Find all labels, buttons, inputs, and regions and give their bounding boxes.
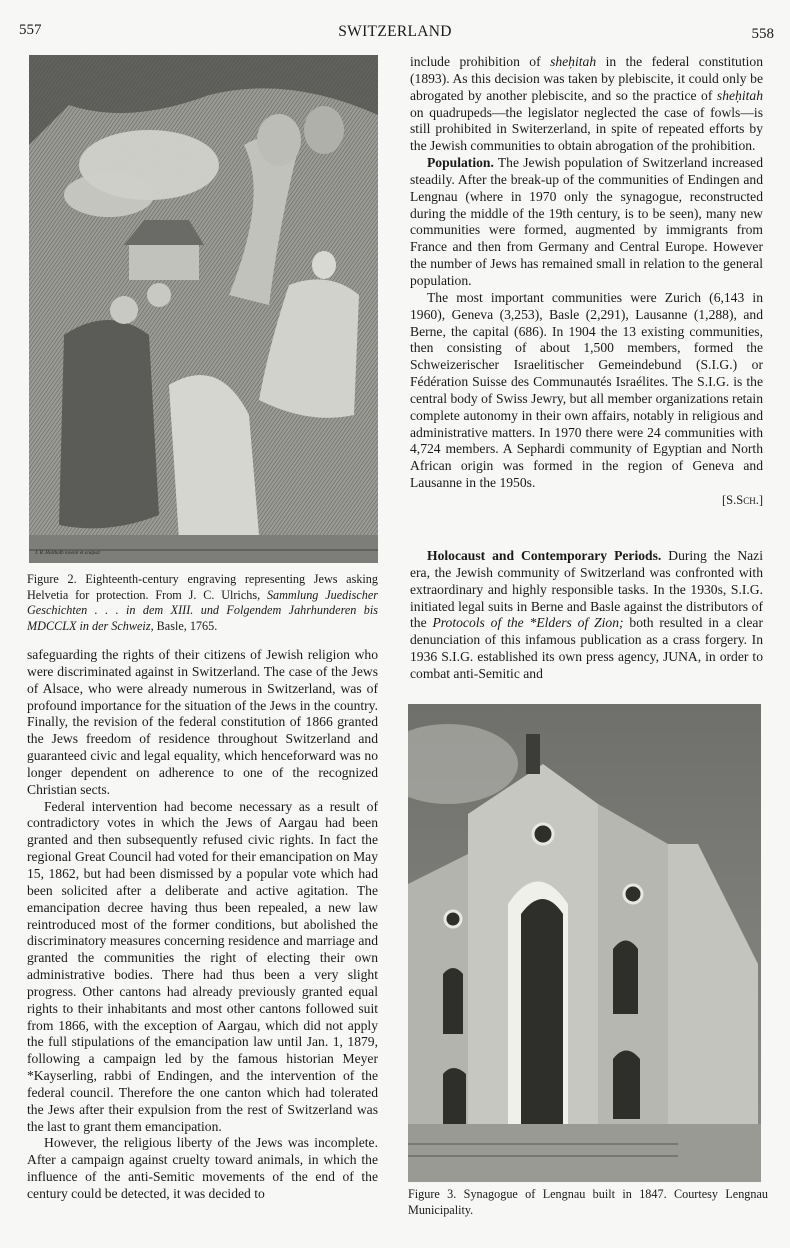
text-run: both resulted in a clear denunciation of this infamous publication as a crass forgery. In 1936 S.I.G. established its own press agency, JUNA, in order to combat anti-Semitic and [410,615,763,681]
paragraph [410,54,763,155]
synagogue-illustration [408,704,761,1182]
paragraph: The most important communities were Zurich (6,143 in 1960), Geneva (3,253), Basle (2,291), Lausanne (1,288), and Berne, the capital (686). In 1904 the 13 existing communities, then consisting of about 1,500 members, formed the Schweizerischer Israelitischer Gemeindebund (S.I.G.) or Fédération Suisse des Communautés Israélites. The S.I.G. is the central body of Swiss Jewry, but all member organizations retain complete autonomy in their own affairs, notably in religious and administrative matters. In 1970 there were 24 communities with 4,724 members. A Sephardi community of Egyptian and North African origin was formed in the region of Geneva and Lausanne in the 1950s. [410,289,763,491]
figure-3-synagogue-photo [408,704,761,1182]
sig-part: .] [755,492,763,507]
engraving-illustration [29,55,378,563]
text-run: During the Nazi era, the Jewish community of Switzerland was confronted with extraordinary and highly responsible tasks. In the 1930s, S.I.G. initiated legal suits in Berne and Basle against the distributors of the [410,548,763,631]
section-heading-holocaust: Holocaust and Contemporary Periods. [427,548,662,563]
figure-2-engraving [29,55,378,563]
figure-2-caption [27,572,378,634]
right-column-text [410,54,763,509]
paragraph [410,548,763,683]
text-run: include prohibition of [410,54,551,69]
paragraph: Federal intervention had become necessary as a result of contradictory votes in which the Jews of Aargau had been granted and then subsequently refused civic rights. In fact the regional Great Council had voted for their emancipation on May 15, 1862, but had been dismissed by a popular vote which had been solicited after a deliberate and active agitation. The emancipation decree having thus been repealed, a new law reintroduced most of the former conditions, but abolished the discriminatory measures concerning residence and marriage and granted the communities the right of electing their own administrative bodies. There had thus been a very slight progress. Other cantons had already previously granted equal rights to their inhabitants and most other cantons followed suit from 1866, with the exception of Aargau, which did not apply the full stipulations of the emancipation law until Jan. 1, 1879, following a campaign led by the famous historian Meyer *Kayserling, rabbi of Endingen, and the intervention of the federal council. Therefore the one canton which had tolerated the Jews after their expulsion from the rest of Switzerland was the last to grant them emancipation. [27,798,378,1134]
caption-text: Figure 2. Eighteenth-century engraving representing Jews asking Helvetia for protection. From J. C. Ulrichs, [27,572,378,602]
page-number-right: 558 [751,26,774,42]
paragraph: safeguarding the rights of their citizens of Jewish religion who were discriminated against in Switzerland. The case of the Jews of Alsace, who were already numerous in Switzerland, was of profound importance for the situation of the Jews in the country. Finally, the revision of the federal constitution of 1866 granted the Jews freedom of residence throughout Switzerland and guaranteed civic and legal equality, which henceforward was no longer dependent on adherence to one of the recognized Christian sects. [27,647,378,797]
caption-text-end: , Basle, 1765. [150,618,218,633]
hebrew-term: sheḥitah [716,87,763,103]
caption-book-title: Sammlung Juedischer Geschichten . . . in dem XIII. und Folgendem Jahrhunderen bis MDCCLX in der Schweiz [27,587,378,633]
cross-reference: Protocols of the *Elders of Zion; [432,615,624,631]
text-run: in the federal constitution (1893). As this decision was taken by plebiscite, it could only be abrogated by another plebiscite, and so the practice of [410,54,763,103]
running-title: SWITZERLAND [338,23,452,40]
figure-3-caption: Figure 3. Synagogue of Lengnau built in 1847. Courtesy Lengnau Municipality. [408,1187,768,1217]
page-number-left: 557 [19,22,42,38]
section-heading-population: Population. [427,155,494,171]
text-run: The Jewish population of Switzerland increased steadily. After the break-up of the communities of Endingen and Lengnau (where in 1970 only the synagogue, reconstructed during the middle of the 19th century, is to be seen), many new communities were formed, augmented by immigrants from France and then from Germany and Central Europe. However the number of Jews has remained small in relation to the general population. [410,155,763,288]
sig-part: [S.S [721,492,744,507]
left-column-text [27,647,378,1203]
right-column-holocaust-section [410,548,763,683]
text-run: on quadrupeds—the legislator neglected the case of fowls—is still prohibited in Switerzerland, in spite of repeated efforts by the Jewish communities to obtain abrogation of the prohibition. [410,104,763,154]
hebrew-term: sheḥitah [550,54,597,69]
paragraph [410,155,763,290]
sig-part: ch [743,492,756,507]
engraver-credit: J. R. Holzhalb invenit et sculpsit [35,551,100,556]
author-signature [410,492,763,509]
paragraph: However, the religious liberty of the Jews was incomplete. After a campaign against cruelty toward animals, in which the influence of the anti-Semitic movements of the end of the century could be detected, it was decided to [27,1135,378,1201]
